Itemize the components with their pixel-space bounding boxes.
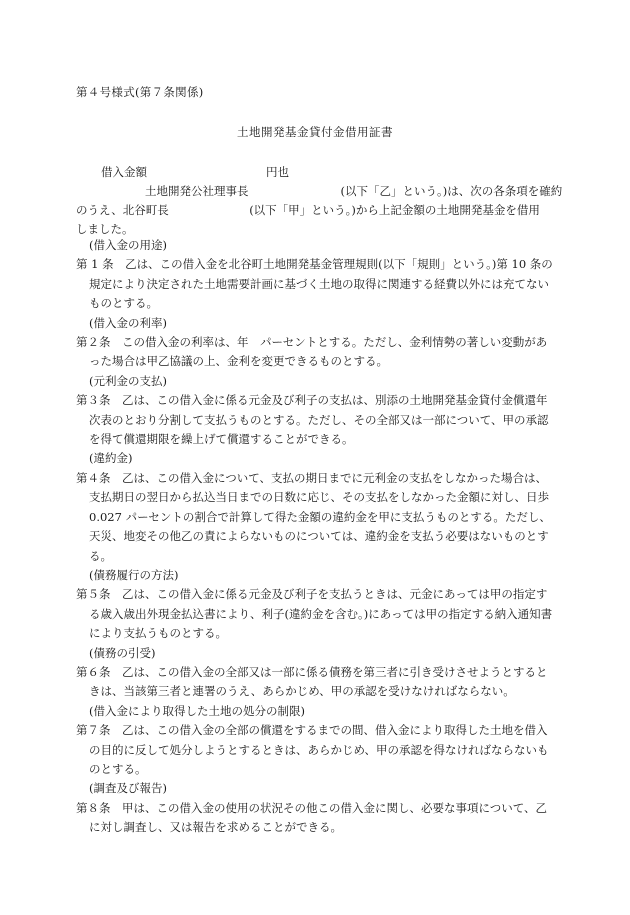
article-caption: (違約金) bbox=[89, 451, 133, 466]
document-title: 土地開発基金貸付金借用証書 bbox=[237, 125, 393, 139]
article-caption: (調査及び報告) bbox=[89, 781, 167, 796]
article-text: 第８条 甲は、この借入金の使用の状況その他この借入金に関し、必要な事項について、乙に対し調査し、又は報告を求めることができる。 bbox=[76, 800, 548, 835]
article-text: 第６条 乙は、この借入金の全部又は一部に係る債務を第三者に引き受けさせようとするときは、当該第三者と連署のうえ、あらかじめ、甲の承認を受けなければならない。 bbox=[76, 664, 548, 699]
articles-body bbox=[76, 236, 558, 838]
article-text: 第４条 乙は、この借入金について、支払の期日までに元利金の支払をしなかった場合は、支払期日の翌日から払込当日までの日数に応じ、その支払をしなかった金額に対し、日歩 0.027 パーセントの割合で計算して得た金額の違約金を甲に支払うものとする。ただし、天災、地変その他乙の責によらないものについては、違約金を支払う必要はないものとする。 bbox=[76, 470, 551, 563]
article-text: 第５条 乙は、この借入金に係る元金及び利子を支払うときは、元金にあっては甲の指定する歳入歳出外現金払込書により、利子(違約金を含む。)にあっては甲の指定する納入通知書により支払うものとする。 bbox=[76, 587, 553, 641]
article-caption: (借入金の用途) bbox=[89, 238, 167, 252]
article-caption: (借入金により取得した土地の処分の制限) bbox=[89, 703, 305, 718]
parties-line: のうえ、北谷町長 (以下「甲」という。)から上記金額の土地開発基金を借用 bbox=[76, 203, 540, 217]
parties-statement bbox=[76, 182, 563, 239]
article-caption: (債務の引受) bbox=[89, 645, 156, 660]
article-caption: (借入金の利率) bbox=[89, 315, 167, 330]
article-text: 第７条 乙は、この借入金の全部の償還をするまでの間、借入金により取得した土地を借入の目的に反して処分しようとするときは、あらかじめ、甲の承認を得なければならないものとする。 bbox=[76, 723, 549, 776]
parties-line: 土地開発公社理事長 (以下「乙」という。)は、次の各条項を確約 bbox=[76, 184, 563, 198]
parties-line: しました。 bbox=[76, 222, 134, 236]
article-text: 第３条 乙は、この借入金に係る元金及び利子の支払は、別添の土地開発基金貸付金償還年次表のとおり分割して支払うものとする。ただし、その全部又は一部について、甲の承認を得て償還期限を繰上げて償還することができる。 bbox=[76, 393, 549, 447]
article-text: 第 1 条 乙は、この借入金を北谷町土地開発基金管理規則(以下「規則」という。)第 10 条の規定により決定された土地需要計画に基づく土地の取得に関連する経費以外には充てないものとする。 bbox=[76, 257, 553, 311]
amount-unit: 円也 bbox=[266, 165, 289, 179]
amount-label: 借入金額 bbox=[101, 165, 147, 179]
form-number: 第４号様式(第７条関係) bbox=[76, 85, 204, 99]
article-text: 第２条 この借入金の利率は、年 パーセントとする。ただし、金利情勢の著しい変動があった場合は甲乙協議の上、金利を変更できるものとする。 bbox=[76, 335, 548, 369]
article-caption: (債務履行の方法) bbox=[89, 567, 179, 582]
article-caption: (元利金の支払) bbox=[89, 373, 167, 388]
